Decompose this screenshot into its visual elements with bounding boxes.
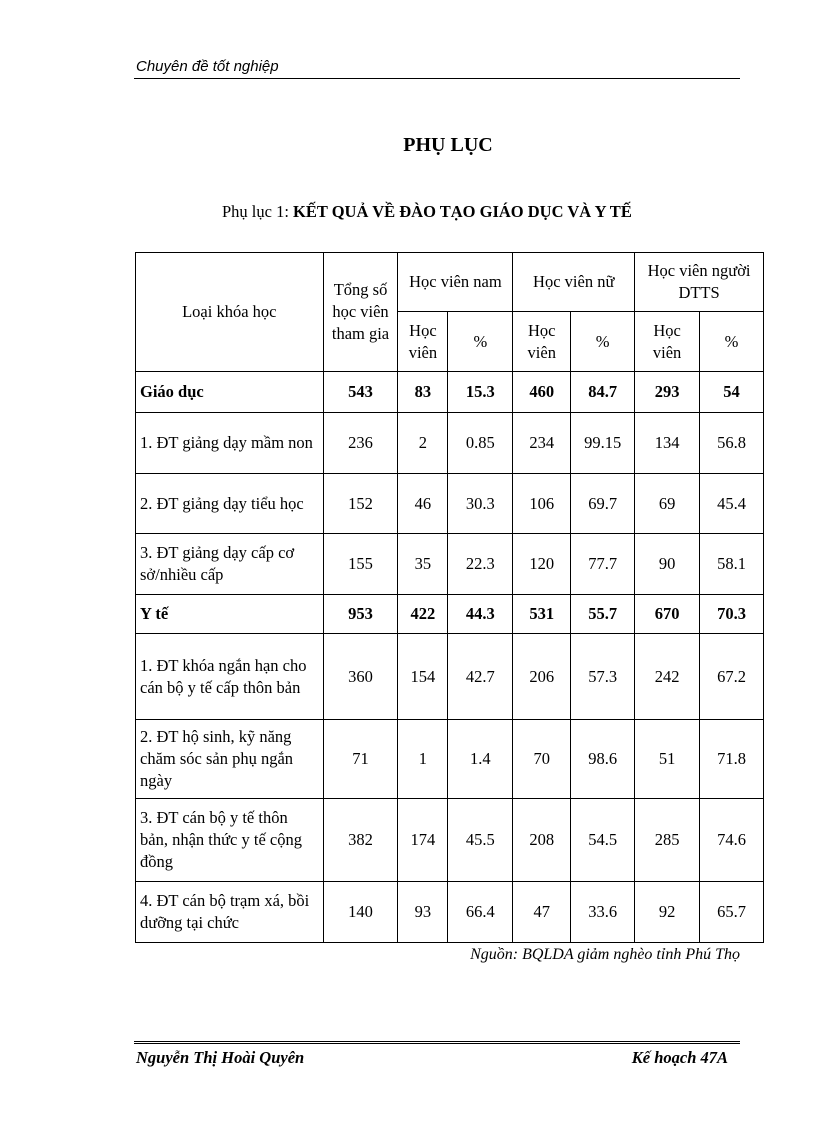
table-row [136, 474, 764, 534]
cell-ethnic-pct: 65.7 [700, 882, 764, 943]
cell-ethnic-n: 285 [635, 799, 700, 882]
cell-female-n: 531 [513, 595, 571, 634]
cell-ethnic-pct: 54 [700, 372, 764, 413]
subheader-ethnic-percent: % [700, 312, 764, 372]
row-label: Giáo dục [136, 372, 324, 413]
row-label: 3. ĐT giảng dạy cấp cơ sở/nhiều cấp [136, 534, 324, 595]
cell-ethnic-pct: 70.3 [700, 595, 764, 634]
table-row [136, 799, 764, 882]
cell-ethnic-pct: 56.8 [700, 413, 764, 474]
table-body [136, 372, 764, 943]
cell-male-n: 1 [398, 720, 448, 799]
table-group-row [136, 372, 764, 413]
cell-female-pct: 84.7 [571, 372, 635, 413]
cell-male-pct: 30.3 [448, 474, 513, 534]
table-group-row [136, 595, 764, 634]
cell-ethnic-n: 134 [635, 413, 700, 474]
cell-male-n: 422 [398, 595, 448, 634]
cell-female-pct: 55.7 [571, 595, 635, 634]
cell-male-pct: 15.3 [448, 372, 513, 413]
header-ethnic: Học viên người DTTS [635, 253, 764, 312]
cell-male-n: 35 [398, 534, 448, 595]
cell-ethnic-n: 90 [635, 534, 700, 595]
cell-ethnic-pct: 71.8 [700, 720, 764, 799]
cell-total: 152 [323, 474, 398, 534]
cell-ethnic-pct: 74.6 [700, 799, 764, 882]
cell-ethnic-n: 51 [635, 720, 700, 799]
cell-ethnic-pct: 67.2 [700, 634, 764, 720]
cell-male-pct: 1.4 [448, 720, 513, 799]
cell-ethnic-pct: 58.1 [700, 534, 764, 595]
cell-female-n: 120 [513, 534, 571, 595]
cell-total: 71 [323, 720, 398, 799]
cell-male-pct: 22.3 [448, 534, 513, 595]
footer-author: Nguyễn Thị Hoài Quyên [136, 1048, 305, 1067]
cell-male-n: 154 [398, 634, 448, 720]
cell-female-n: 460 [513, 372, 571, 413]
row-label: 2. ĐT giảng dạy tiểu học [136, 474, 324, 534]
row-label: 4. ĐT cán bộ trạm xá, bồi dưỡng tại chức [136, 882, 324, 943]
footer-divider [134, 1041, 740, 1044]
cell-total: 155 [323, 534, 398, 595]
caption-main: KẾT QUẢ VỀ ĐÀO TẠO GIÁO DỤC VÀ Y TẾ [293, 202, 632, 221]
cell-male-n: 2 [398, 413, 448, 474]
cell-ethnic-n: 92 [635, 882, 700, 943]
subheader-ethnic-students: Học viên [635, 312, 700, 372]
cell-ethnic-n: 242 [635, 634, 700, 720]
table-row [136, 720, 764, 799]
header-course-type: Loại khóa học [136, 253, 324, 372]
cell-female-n: 208 [513, 799, 571, 882]
cell-female-n: 47 [513, 882, 571, 943]
cell-female-pct: 69.7 [571, 474, 635, 534]
cell-male-pct: 44.3 [448, 595, 513, 634]
table-row [136, 634, 764, 720]
cell-male-n: 93 [398, 882, 448, 943]
cell-female-n: 234 [513, 413, 571, 474]
header-female: Học viên nữ [513, 253, 635, 312]
caption-prefix: Phụ lục 1: [222, 202, 294, 221]
cell-male-pct: 0.85 [448, 413, 513, 474]
cell-male-pct: 66.4 [448, 882, 513, 943]
cell-male-n: 83 [398, 372, 448, 413]
cell-female-n: 70 [513, 720, 571, 799]
row-label: 3. ĐT cán bộ y tế thôn bản, nhận thức y tế cộng đồng [136, 799, 324, 882]
cell-female-n: 206 [513, 634, 571, 720]
page-title: PHỤ LỤC [403, 134, 493, 156]
cell-total: 140 [323, 882, 398, 943]
cell-total: 953 [323, 595, 398, 634]
cell-ethnic-pct: 45.4 [700, 474, 764, 534]
table-row [136, 882, 764, 943]
cell-total: 236 [323, 413, 398, 474]
header-male: Học viên nam [398, 253, 513, 312]
cell-female-pct: 98.6 [571, 720, 635, 799]
subheader-male-percent: % [448, 312, 513, 372]
cell-male-n: 46 [398, 474, 448, 534]
row-label: 1. ĐT giảng dạy mầm non [136, 413, 324, 474]
cell-female-pct: 99.15 [571, 413, 635, 474]
table-caption [222, 202, 632, 222]
cell-ethnic-n: 69 [635, 474, 700, 534]
header-divider [134, 78, 740, 79]
subheader-male-students: Học viên [398, 312, 448, 372]
footer-class: Kế hoạch 47A [631, 1048, 728, 1067]
table-row [136, 413, 764, 474]
row-label: Y tế [136, 595, 324, 634]
cell-male-pct: 42.7 [448, 634, 513, 720]
results-table [135, 252, 764, 943]
cell-female-pct: 54.5 [571, 799, 635, 882]
cell-male-pct: 45.5 [448, 799, 513, 882]
cell-ethnic-n: 670 [635, 595, 700, 634]
cell-total: 543 [323, 372, 398, 413]
cell-male-n: 174 [398, 799, 448, 882]
cell-female-pct: 57.3 [571, 634, 635, 720]
row-label: 2. ĐT hộ sinh, kỹ năng chăm sóc sản phụ ngắn ngày [136, 720, 324, 799]
cell-ethnic-n: 293 [635, 372, 700, 413]
cell-female-pct: 77.7 [571, 534, 635, 595]
cell-total: 382 [323, 799, 398, 882]
page-header: Chuyên đề tốt nghiệp [136, 58, 279, 75]
row-label: 1. ĐT khóa ngắn hạn cho cán bộ y tế cấp thôn bản [136, 634, 324, 720]
subheader-female-students: Học viên [513, 312, 571, 372]
subheader-female-percent: % [571, 312, 635, 372]
cell-total: 360 [323, 634, 398, 720]
table-row [136, 534, 764, 595]
cell-female-n: 106 [513, 474, 571, 534]
header-total: Tổng số học viên tham gia [323, 253, 398, 372]
cell-female-pct: 33.6 [571, 882, 635, 943]
source-note: Nguồn: BQLDA giảm nghèo tỉnh Phú Thọ [470, 946, 740, 963]
